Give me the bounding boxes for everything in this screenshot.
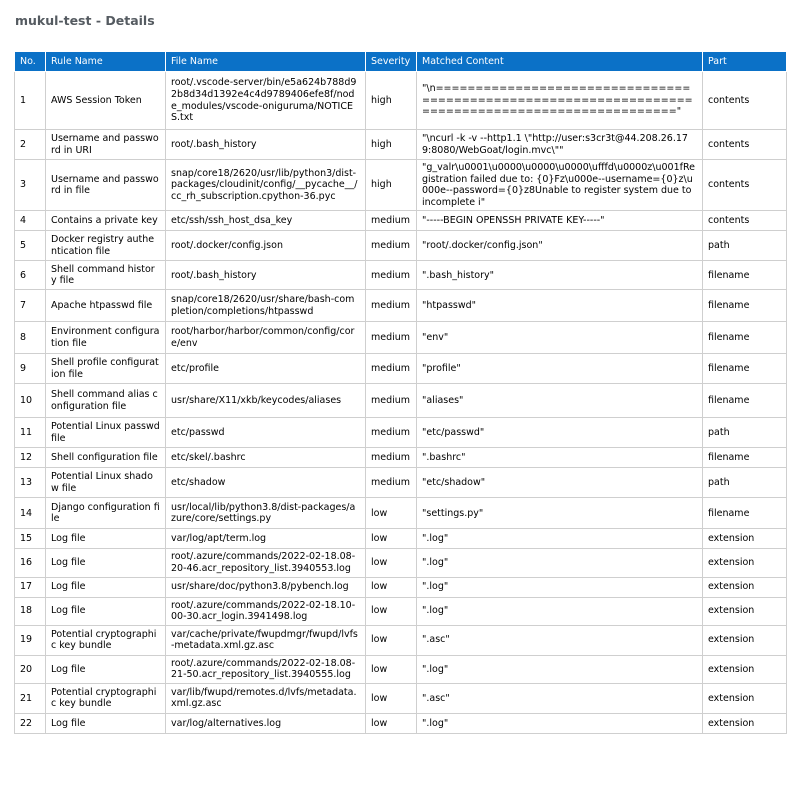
row-number: 2 bbox=[15, 130, 46, 160]
matched-content-cell: ".log" bbox=[417, 713, 703, 733]
file-name-cell: var/lib/fwupd/remotes.d/lvfs/metadata.xml.gz.asc bbox=[166, 683, 366, 713]
matched-content-cell: ".bashrc" bbox=[417, 448, 703, 468]
table-row[interactable] bbox=[15, 261, 787, 290]
rule-name-cell: Username and password in file bbox=[46, 160, 166, 211]
file-name-cell: root/.azure/commands/2022-02-18.08-21-50.acr_repository_list.3940555.log bbox=[166, 655, 366, 683]
rule-name-cell: Docker registry authentication file bbox=[46, 231, 166, 261]
file-name-cell: etc/profile bbox=[166, 354, 366, 384]
header-part[interactable]: Part bbox=[703, 52, 787, 72]
file-name-cell: root/.docker/config.json bbox=[166, 231, 366, 261]
table-row[interactable] bbox=[15, 354, 787, 384]
file-name-cell: root/harbor/harbor/common/config/core/env bbox=[166, 322, 366, 354]
severity-cell: medium bbox=[366, 290, 417, 322]
severity-cell: medium bbox=[366, 468, 417, 498]
row-number: 21 bbox=[15, 683, 46, 713]
matched-content-cell: ".log" bbox=[417, 655, 703, 683]
file-name-cell: root/.azure/commands/2022-02-18.10-00-30.acr_login.3941498.log bbox=[166, 597, 366, 625]
severity-cell: medium bbox=[366, 231, 417, 261]
table-row[interactable] bbox=[15, 625, 787, 655]
severity-cell: high bbox=[366, 160, 417, 211]
matched-content-cell: "etc/shadow" bbox=[417, 468, 703, 498]
part-cell: extension bbox=[703, 655, 787, 683]
row-number: 5 bbox=[15, 231, 46, 261]
header-matched-content[interactable]: Matched Content bbox=[417, 52, 703, 72]
rule-name-cell: Log file bbox=[46, 597, 166, 625]
file-name-cell: var/log/apt/term.log bbox=[166, 529, 366, 549]
table-row[interactable] bbox=[15, 418, 787, 448]
header-file-name[interactable]: File Name bbox=[166, 52, 366, 72]
part-cell: contents bbox=[703, 72, 787, 130]
table-row[interactable] bbox=[15, 529, 787, 549]
part-cell: contents bbox=[703, 160, 787, 211]
row-number: 13 bbox=[15, 468, 46, 498]
table-row[interactable] bbox=[15, 160, 787, 211]
row-number: 14 bbox=[15, 498, 46, 529]
rule-name-cell: Shell profile configuration file bbox=[46, 354, 166, 384]
matched-content-cell: ".bash_history" bbox=[417, 261, 703, 290]
file-name-cell: usr/share/X11/xkb/keycodes/aliases bbox=[166, 384, 366, 418]
rule-name-cell: Log file bbox=[46, 529, 166, 549]
matched-content-cell: ".asc" bbox=[417, 625, 703, 655]
table-row[interactable] bbox=[15, 683, 787, 713]
row-number: 9 bbox=[15, 354, 46, 384]
matched-content-cell: "aliases" bbox=[417, 384, 703, 418]
header-rule-name[interactable]: Rule Name bbox=[46, 52, 166, 72]
row-number: 16 bbox=[15, 549, 46, 577]
file-name-cell: snap/core18/2620/usr/share/bash-completion/completions/htpasswd bbox=[166, 290, 366, 322]
part-cell: extension bbox=[703, 625, 787, 655]
row-number: 15 bbox=[15, 529, 46, 549]
file-name-cell: root/.bash_history bbox=[166, 261, 366, 290]
header-row bbox=[15, 52, 787, 72]
part-cell: filename bbox=[703, 354, 787, 384]
matched-content-cell: "root/.docker/config.json" bbox=[417, 231, 703, 261]
file-name-cell: etc/skel/.bashrc bbox=[166, 448, 366, 468]
part-cell: filename bbox=[703, 322, 787, 354]
rule-name-cell: Apache htpasswd file bbox=[46, 290, 166, 322]
rule-name-cell: Log file bbox=[46, 655, 166, 683]
matched-content-cell: "\ncurl -k -v --http1.1 \"http://user:s3cr3t@44.208.26.179:8080/WebGoat/login.mvc\"" bbox=[417, 130, 703, 160]
file-name-cell: etc/passwd bbox=[166, 418, 366, 448]
matched-content-cell: "settings.py" bbox=[417, 498, 703, 529]
matched-content-cell: "\n==================================================================================================" bbox=[417, 72, 703, 130]
part-cell: contents bbox=[703, 211, 787, 231]
matched-content-cell: "env" bbox=[417, 322, 703, 354]
table-row[interactable] bbox=[15, 130, 787, 160]
table-row[interactable] bbox=[15, 448, 787, 468]
table-row[interactable] bbox=[15, 713, 787, 733]
severity-cell: low bbox=[366, 597, 417, 625]
part-cell: filename bbox=[703, 290, 787, 322]
matched-content-cell: ".asc" bbox=[417, 683, 703, 713]
file-name-cell: root/.bash_history bbox=[166, 130, 366, 160]
part-cell: contents bbox=[703, 130, 787, 160]
file-name-cell: var/log/alternatives.log bbox=[166, 713, 366, 733]
row-number: 17 bbox=[15, 577, 46, 597]
matched-content-cell: ".log" bbox=[417, 529, 703, 549]
table-row[interactable] bbox=[15, 655, 787, 683]
severity-cell: low bbox=[366, 529, 417, 549]
table-row[interactable] bbox=[15, 498, 787, 529]
header-severity[interactable]: Severity bbox=[366, 52, 417, 72]
severity-cell: medium bbox=[366, 211, 417, 231]
row-number: 19 bbox=[15, 625, 46, 655]
severity-cell: medium bbox=[366, 384, 417, 418]
matched-content-cell: ".log" bbox=[417, 577, 703, 597]
table-row[interactable] bbox=[15, 597, 787, 625]
row-number: 18 bbox=[15, 597, 46, 625]
file-name-cell: etc/ssh/ssh_host_dsa_key bbox=[166, 211, 366, 231]
rule-name-cell: Potential cryptographic key bundle bbox=[46, 683, 166, 713]
part-cell: filename bbox=[703, 261, 787, 290]
part-cell: extension bbox=[703, 597, 787, 625]
page-title: mukul-test - Details bbox=[15, 13, 155, 28]
row-number: 12 bbox=[15, 448, 46, 468]
rule-name-cell: Log file bbox=[46, 713, 166, 733]
row-number: 4 bbox=[15, 211, 46, 231]
rule-name-cell: Shell command alias configuration file bbox=[46, 384, 166, 418]
severity-cell: low bbox=[366, 577, 417, 597]
part-cell: extension bbox=[703, 529, 787, 549]
file-name-cell: var/cache/private/fwupdmgr/fwupd/lvfs-metadata.xml.gz.asc bbox=[166, 625, 366, 655]
rule-name-cell: Shell command history file bbox=[46, 261, 166, 290]
rule-name-cell: Log file bbox=[46, 577, 166, 597]
part-cell: path bbox=[703, 468, 787, 498]
table-row[interactable] bbox=[15, 549, 787, 577]
part-cell: filename bbox=[703, 498, 787, 529]
severity-cell: medium bbox=[366, 448, 417, 468]
table-row[interactable] bbox=[15, 231, 787, 261]
matched-content-cell: "-----BEGIN OPENSSH PRIVATE KEY-----" bbox=[417, 211, 703, 231]
matched-content-cell: "profile" bbox=[417, 354, 703, 384]
rule-name-cell: Potential Linux shadow file bbox=[46, 468, 166, 498]
row-number: 8 bbox=[15, 322, 46, 354]
part-cell: extension bbox=[703, 713, 787, 733]
matched-content-cell: ".log" bbox=[417, 549, 703, 577]
matched-content-cell: ".log" bbox=[417, 597, 703, 625]
severity-cell: medium bbox=[366, 418, 417, 448]
table-row[interactable] bbox=[15, 322, 787, 354]
rule-name-cell: Environment configuration file bbox=[46, 322, 166, 354]
row-number: 3 bbox=[15, 160, 46, 211]
severity-cell: medium bbox=[366, 261, 417, 290]
table-row[interactable] bbox=[15, 211, 787, 231]
rule-name-cell: AWS Session Token bbox=[46, 72, 166, 130]
file-name-cell: root/.azure/commands/2022-02-18.08-20-46.acr_repository_list.3940553.log bbox=[166, 549, 366, 577]
part-cell: path bbox=[703, 231, 787, 261]
rule-name-cell: Contains a private key bbox=[46, 211, 166, 231]
row-number: 10 bbox=[15, 384, 46, 418]
severity-cell: high bbox=[366, 72, 417, 130]
header-no[interactable]: No. bbox=[15, 52, 46, 72]
file-name-cell: snap/core18/2620/usr/lib/python3/dist-packages/cloudinit/config/__pycache__/cc_rh_subscription.cpython-36.pyc bbox=[166, 160, 366, 211]
file-name-cell: root/.vscode-server/bin/e5a624b788d92b8d34d1392e4c4d9789406efe8f/node_modules/vscode-oniguruma/NOTICES.txt bbox=[166, 72, 366, 130]
table-row[interactable] bbox=[15, 468, 787, 498]
rule-name-cell: Django configuration file bbox=[46, 498, 166, 529]
rule-name-cell: Log file bbox=[46, 549, 166, 577]
rule-name-cell: Potential cryptographic key bundle bbox=[46, 625, 166, 655]
rule-name-cell: Username and password in URI bbox=[46, 130, 166, 160]
table-row[interactable] bbox=[15, 290, 787, 322]
row-number: 20 bbox=[15, 655, 46, 683]
table-row[interactable] bbox=[15, 72, 787, 130]
row-number: 11 bbox=[15, 418, 46, 448]
rule-name-cell: Potential Linux passwd file bbox=[46, 418, 166, 448]
severity-cell: low bbox=[366, 549, 417, 577]
rule-name-cell: Shell configuration file bbox=[46, 448, 166, 468]
matched-content-cell: "g_valr\u0001\u0000\u0000\u0000\ufffd\u0000z\u001fRegistration failed due to: {0}Fz\u000e--username={0}z\u000e--password={0}z8Unable to register system due to incomplete i" bbox=[417, 160, 703, 211]
severity-cell: low bbox=[366, 683, 417, 713]
part-cell: extension bbox=[703, 577, 787, 597]
severity-cell: medium bbox=[366, 322, 417, 354]
severity-cell: low bbox=[366, 655, 417, 683]
part-cell: filename bbox=[703, 448, 787, 468]
severity-cell: low bbox=[366, 625, 417, 655]
part-cell: extension bbox=[703, 549, 787, 577]
severity-cell: low bbox=[366, 713, 417, 733]
severity-cell: low bbox=[366, 498, 417, 529]
matched-content-cell: "htpasswd" bbox=[417, 290, 703, 322]
part-cell: path bbox=[703, 418, 787, 448]
matched-content-cell: "etc/passwd" bbox=[417, 418, 703, 448]
severity-cell: medium bbox=[366, 354, 417, 384]
file-name-cell: etc/shadow bbox=[166, 468, 366, 498]
file-name-cell: usr/local/lib/python3.8/dist-packages/azure/core/settings.py bbox=[166, 498, 366, 529]
row-number: 1 bbox=[15, 72, 46, 130]
part-cell: extension bbox=[703, 683, 787, 713]
part-cell: filename bbox=[703, 384, 787, 418]
details-table bbox=[14, 51, 787, 734]
row-number: 6 bbox=[15, 261, 46, 290]
table-row[interactable] bbox=[15, 577, 787, 597]
row-number: 7 bbox=[15, 290, 46, 322]
table-row[interactable] bbox=[15, 384, 787, 418]
row-number: 22 bbox=[15, 713, 46, 733]
severity-cell: high bbox=[366, 130, 417, 160]
file-name-cell: usr/share/doc/python3.8/pybench.log bbox=[166, 577, 366, 597]
